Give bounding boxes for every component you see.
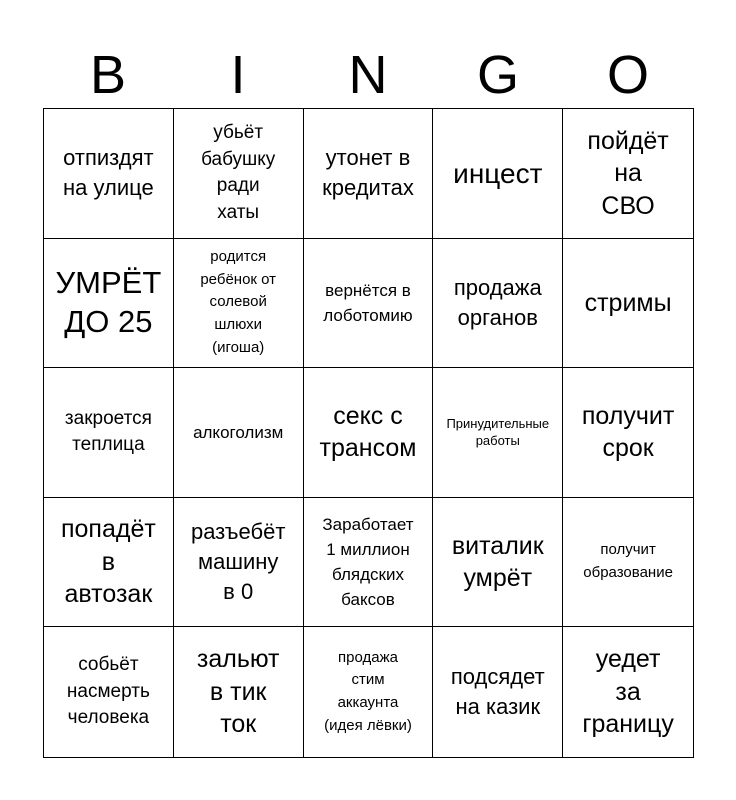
bingo-cell-r2c5[interactable] [563,239,693,369]
bingo-cell-text: Заработает 1 миллион блядских баксов [322,514,414,610]
bingo-cell-text: закроется теплица [64,407,152,456]
bingo-cell-text: стримы [584,288,672,317]
header-letter-g: G [476,45,519,105]
bingo-cell-r2c1[interactable] [44,239,174,369]
bingo-cell-r2c3[interactable] [304,239,434,369]
bingo-cell-r3c3[interactable] [304,368,434,498]
bingo-cell-r5c3[interactable] [304,627,434,757]
header-letter-b: B [89,45,127,105]
bingo-cell-text: инцест [453,157,543,189]
bingo-cell-r2c2[interactable] [174,239,304,369]
bingo-cell-text: секс с трансом [319,401,417,463]
bingo-header [43,44,693,106]
bingo-cell-text: пойдёт на СВО [587,126,669,220]
bingo-cell-text: УМРЁТ ДО 25 [55,265,162,339]
bingo-cell-r4c2[interactable] [174,498,304,628]
bingo-cell-r1c2[interactable] [174,109,304,239]
bingo-cell-text: уедет за границу [582,645,674,739]
bingo-cell-r3c5[interactable] [563,368,693,498]
bingo-grid [43,108,694,758]
bingo-cell-text: Принудительные работы [446,415,550,449]
bingo-cell-text: алкоголизм [193,422,284,442]
bingo-cell-r4c1[interactable] [44,498,174,628]
bingo-cell-text: получит образование [583,541,673,582]
bingo-cell-text: вернётся в лоботомию [323,280,413,325]
bingo-cell-text: виталик умрёт [451,531,544,593]
bingo-cell-text: собьёт насмерть человека [66,654,150,729]
bingo-cell-r4c3[interactable] [304,498,434,628]
bingo-cell-text: отпиздят на улице [63,144,154,201]
bingo-cell-text: убьёт бабушку ради хаты [201,122,276,223]
header-letter-i: I [230,45,246,105]
bingo-cell-text: утонет в кредитах [322,144,414,201]
bingo-cell-text: продажа стим аккаунта (идея лёвки) [324,648,412,734]
bingo-cell-r3c2[interactable] [174,368,304,498]
header-letter-n: N [348,45,388,105]
bingo-cell-r4c5[interactable] [563,498,693,628]
bingo-cell-text: получит срок [581,401,675,463]
bingo-cell-text: попадёт в автозак [60,515,156,609]
bingo-cell-r1c5[interactable] [563,109,693,239]
bingo-cell-r5c2[interactable] [174,627,304,757]
bingo-cell-text: подсядет на казик [450,663,545,720]
bingo-cell-r1c3[interactable] [304,109,434,239]
bingo-cell-r5c1[interactable] [44,627,174,757]
bingo-cell-r3c1[interactable] [44,368,174,498]
bingo-cell-r2c4[interactable] [433,239,563,369]
bingo-cell-text: родится ребёнок от солевой шлюхи (игоша) [200,247,277,357]
bingo-cell-r1c4[interactable] [433,109,563,239]
bingo-cell-r1c1[interactable] [44,109,174,239]
bingo-cell-text: зальют в тик ток [196,645,280,739]
header-letter-o: O [606,45,649,105]
bingo-cell-r4c4[interactable] [433,498,563,628]
bingo-cell-r5c5[interactable] [563,627,693,757]
bingo-cell-text: разъебёт машину в 0 [190,518,286,605]
bingo-cell-r3c4[interactable] [433,368,563,498]
bingo-cell-text: продажа органов [453,274,542,330]
bingo-cell-r5c4[interactable] [433,627,563,757]
